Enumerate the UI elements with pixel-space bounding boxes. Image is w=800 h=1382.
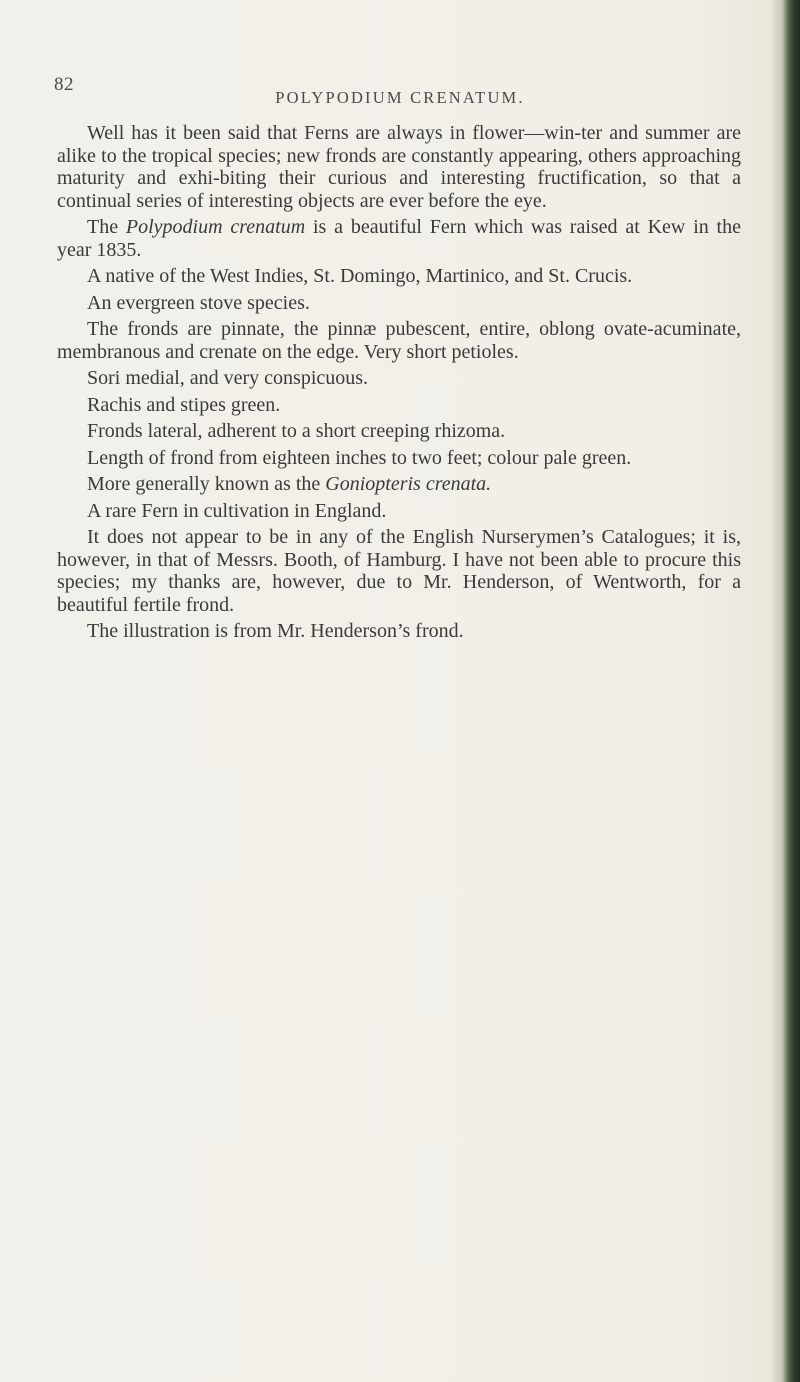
paragraph [57, 526, 741, 616]
paragraph [57, 447, 741, 470]
paragraph [57, 367, 741, 390]
paragraph-text: A rare Fern in cultivation in England. [87, 499, 387, 522]
species-name: Polypodium crenatum [125, 216, 306, 238]
running-title: POLYPODIUM CRENATUM. [275, 88, 525, 107]
paragraph [57, 473, 741, 496]
page-number: 82 [54, 74, 74, 95]
paragraph [57, 420, 741, 443]
paragraph-text: A native of the West Indies, St. Domingo, Martinico, and St. Crucis. [87, 265, 633, 287]
paragraph-text: is a beautiful Fern which was raised at Kew in the year 1835. [57, 216, 741, 261]
paragraph [57, 394, 741, 417]
paragraph [57, 216, 741, 261]
synonym-name: Goniopteris crenata. [325, 473, 492, 495]
paragraph-text: The [87, 216, 126, 238]
paragraph [57, 292, 741, 315]
paragraph-text: Well has it been said that Ferns are always in flower—win-ter and summer are alike to the tropical species; new fronds are constantly appearing, others approaching maturity and exhi-biting their curious and interesting fructification, so that a continual series of interesting objects are ever before the eye. [57, 122, 741, 212]
paragraph-text: More generally known as the [87, 473, 326, 495]
paragraph-text: Fronds lateral, adherent to a short creeping rhizoma. [87, 420, 506, 442]
paragraph-text: Length of frond from eighteen inches to two feet; colour pale green. [87, 446, 632, 469]
body-text [57, 122, 741, 647]
paragraph-text: Sori medial, and very conspicuous. [87, 367, 369, 389]
binding-edge [770, 0, 800, 1382]
paragraph [57, 620, 741, 643]
paragraph [57, 122, 741, 212]
paragraph-text: Rachis and stipes green. [87, 393, 281, 416]
paragraph [57, 318, 741, 363]
paragraph [57, 500, 741, 523]
paragraph-text: The fronds are pinnate, the pinnæ pubescent, entire, oblong ovate-acuminate, membranous and crenate on the edge. Very short petioles. [57, 318, 741, 363]
paragraph [57, 265, 741, 288]
paragraph-text: The illustration is from Mr. Henderson’s frond. [87, 620, 464, 642]
paragraph-text: It does not appear to be in any of the English Nurserymen’s Catalogues; it is, however, in that of Messrs. Booth, of Hamburg. I have not been able to procure this species; my thanks are, however, due to Mr. Henderson, of Wentworth, for a beautiful fertile frond. [57, 526, 741, 616]
paragraph-text: An evergreen stove species. [87, 291, 310, 314]
